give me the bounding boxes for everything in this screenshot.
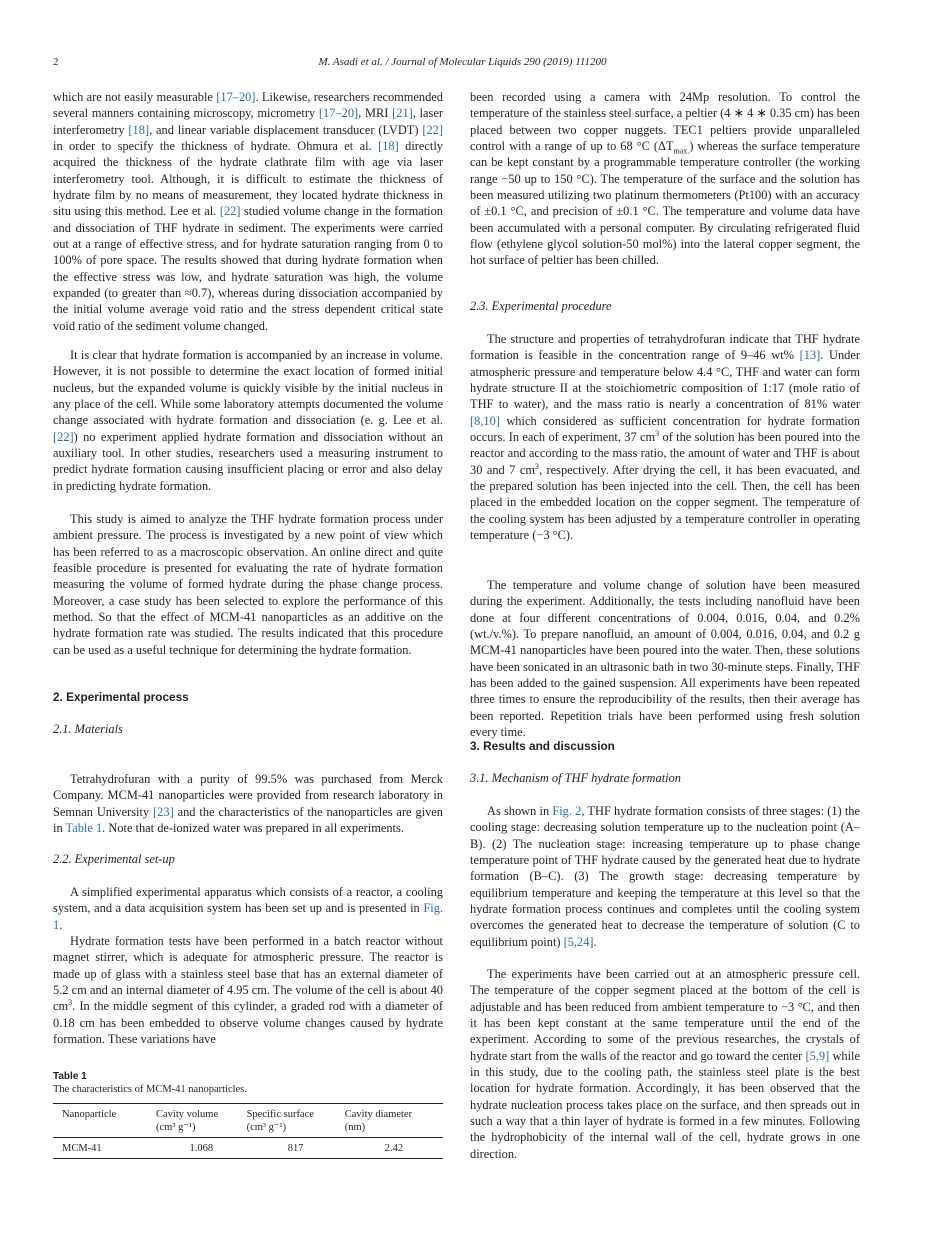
table <box>53 1103 443 1159</box>
text-run: , laser interferometry <box>53 106 443 137</box>
paragraph <box>53 884 443 933</box>
table-1 <box>53 1071 443 1159</box>
subsection-heading: 2.2. Experimental set-up <box>53 852 175 866</box>
subscript: max. <box>673 146 690 156</box>
column-header <box>53 1104 156 1138</box>
paragraph <box>470 966 860 1162</box>
citation-link[interactable]: [21] <box>392 106 413 121</box>
paragraph <box>53 347 443 494</box>
text-run: ) no experiment applied hydrate formation and dissociation without an auxiliary tool. In other studies, researchers used a measuring instrument to predict hydrate formation causing insufficient placing or error and also delay in predicting hydrate formation. <box>53 429 443 493</box>
text-run: studied volume change in the formation and dissociation of THF hydrate in sediment. The experiments were carried out at a range of effective stress, and for hydrate saturation ranging from 0 to 100% of pore space. The results showed that during hydrate formation when the effective stress was low, and hydrate saturation was high, the volume expanded (to greater than ≈0.7), whereas during dissociation accompanied by the initial volume average void ratio and the stress dependent critical state void ratio of the sediment volume changed. <box>53 204 444 333</box>
text-run: Hydrate formation tests have been performed in a batch reactor without magnet stirrer, which is adequate for atmospheric pressure. The reactor is made up of glass with a stainless steel base that has an external diameter of 5.2 cm and an internal diameter of 4.95 cm. The volume of the cell is about 40 cm <box>53 934 443 1014</box>
table-cell: 2.42 <box>384 1143 404 1154</box>
text-run: in order to specify the thickness of hydrate. Ohmura et al. <box>53 139 379 154</box>
header-line: (cm³ g⁻¹) <box>156 1122 196 1133</box>
text-run: . In the middle segment of this cylinder, a graded rod with a diameter of 0.18 cm has been embedded to observe volume changes caused by hydrate formation. These variations have <box>53 999 443 1047</box>
table-cell: 817 <box>287 1143 304 1154</box>
citation-link[interactable]: [17–20] <box>318 106 359 121</box>
table-row <box>53 1138 443 1159</box>
text-run: . <box>593 934 597 949</box>
text-run: , respectively. After drying the cell, it has been evacuated, and the prepared solution has been injected into the cell. Then, the cell has been placed in the embedded location on the copper segment. The temperature of the cooling system has been adjusted by a temperature controller in operating temperature (−3 °C). <box>470 462 860 543</box>
text-run: , and linear variable displacement transducer (LVDT) <box>149 122 423 137</box>
paragraph <box>470 331 860 543</box>
text-run: This study is aimed to analyze the THF hydrate formation process under ambient pressure. The process is investigated by a new point of view which has been referred to as a macroscopic observation. An online direct and quite feasible procedure is presented for evaluating the rate of hydrate formation measuring the volume of formed hydrate during the phase change process. Moreover, a case study has been selected to explore the performance of this method. So that the effect of MCM-41 nanoparticles as an additive on the hydrate formation rate was studied. The results indicated that this procedure can be used as a useful technique for determining the hydrate formation. <box>53 512 443 657</box>
text-run: , MRI <box>358 106 393 121</box>
citation-link[interactable]: [5,24] <box>563 934 594 949</box>
section-heading: 2. Experimental process <box>53 690 189 704</box>
text-run: directly acquired the thickness of the hydrate clathrate film with age via laser interferometry tool. Although, it is difficult to estimate the thickness of hydrate film by no means of measurement, they located hydrate thickness in situ using this method. Lee et al. <box>53 139 443 219</box>
column-header <box>156 1104 247 1138</box>
text-run: . Under atmospheric pressure and temperature below 4.4 °C, THF and water can form hydrate structure II at the stoichiometric composition of 1:17 (mole ratio of THF to water), and the mass ratio is nearly a concentration of 81% water <box>470 348 860 412</box>
superscript: 3 <box>68 998 73 1008</box>
citation-link[interactable]: [22] <box>422 122 443 137</box>
citation-link[interactable]: Fig. 1 <box>53 901 443 932</box>
table-title: Table 1 <box>53 1071 87 1082</box>
citation-link[interactable]: [22] <box>53 429 74 444</box>
text-run: The temperature and volume change of solution have been measured during the experiment. Additionally, the tests including nanofluid have been done at four different concentrations of 0.004, 0.016, 0.04, and 0.2% (wt./v.%). To prepare nanofluid, an amount of 0.004, 0.016, 0.04, and 0.2 g MCM-41 nanoparticles have been poured into the water. Then, these solutions have been sonicated in an ultrasonic bath in two 30-minute steps. Finally, THF has been added to the gained suspension. All experiments have been repeated three times to ensure the reproducibility of the results, then their average has been reported. Repetition trials have been performed using fresh solution every time. <box>470 578 860 740</box>
text-run: . Note that de-ionized water was prepared in all experiments. <box>102 821 404 836</box>
citation-link[interactable]: Fig. 2 <box>552 804 582 818</box>
citation-link[interactable]: [22] <box>219 204 241 219</box>
citation-link[interactable]: [18] <box>128 122 150 137</box>
citation-link[interactable]: [5,9] <box>805 1048 830 1063</box>
citation-link[interactable]: [8,10] <box>470 413 500 428</box>
paragraph <box>53 89 443 334</box>
text-run: . <box>59 917 63 932</box>
paragraph <box>470 89 860 269</box>
citation-link[interactable]: [13] <box>799 348 821 363</box>
page-number: 2 <box>53 56 59 68</box>
text-run: The experiments have been carried out at an atmospheric pressure cell. The temperature of the copper segment placed at the bottom of the cell is adjustable and has been reduced from ambient temperature to −3 °C, and then it has been kept constant at the same temperature until the end of the experiment. According to some of the previous researches, the crystals of hydrate start from the walls of the reactor and go toward the center <box>470 967 860 1063</box>
subsection-heading: 3.1. Mechanism of THF hydrate formation <box>470 771 681 785</box>
text-run: A simplified experimental apparatus which consists of a reactor, a cooling system, and a data acquisition system has been set up and is presented in <box>53 885 443 916</box>
text-run: . Likewise, researchers recommended several manners containing microscopy, micrometry <box>53 90 444 121</box>
paragraph <box>53 933 443 1047</box>
text-run: while in this study, due to the cooling path, the stainless steel plate is the best location for hydrate formation. Accordingly, it has been observed that the hydrate nucleation process takes place on the surface, and then spreads out in such a way that a thin layer of hydrate is formed in a few minutes. Following the hydrophobicity of the internal wall of the cell, hydrate grows in one direction. <box>470 1048 860 1161</box>
header-line: Nanoparticle <box>62 1109 117 1120</box>
text-run: and the characteristics of the nanoparticles are given in <box>53 804 443 836</box>
table-caption: The characteristics of MCM-41 nanoparticles. <box>53 1084 247 1095</box>
text-run: Tetrahydrofuran with a purity of 99.5% was purchased from Merck Company. MCM-41 nanoparticles were provided from research laboratory in Semnan University <box>53 772 443 819</box>
header-line: (nm) <box>344 1122 366 1133</box>
table-cell: 1.068 <box>189 1143 214 1154</box>
text-run: It is clear that hydrate formation is accompanied by an increase in volume. However, it is not possible to determine the exact location of formed initial nucleus, but the expanded volume is quickly visible by the initial nucleus in any place of the cell. While some laboratory attempts documented the volume change associated with hydrate formation and dissociation (e. g. Lee et al. <box>53 348 443 428</box>
citation-link[interactable]: Table 1 <box>65 821 103 836</box>
text-run: , THF hydrate formation consists of three stages: (1) the cooling stage: decreasing solution temperature up to the nucleation point (A–B). (2) The nucleation stage: increasing temperature up to phase change temperature point of THF hydrate caused by the generated heat due to hydrate formation (B–C). (3) The growth stage: decreasing temperature by equilibrium temperature and keeping the temperature at this level so that the hydrate formation process continues and completes until the cooling system overcomes the generated heat to decrease the temperature of solution (C to equilibrium point) <box>470 804 861 949</box>
text-run: been recorded using a camera with 24Mp resolution. To control the temperature of the stainless steel surface, a peltier (4 ∗ 4 ∗ 0.35 cm) has been placed between two copper nuggets. TEC1 peltiers provide unparalleled control with a range of up to 68 °C (ΔT <box>470 90 860 154</box>
text-run: As shown in <box>487 804 553 818</box>
table-cell: MCM-41 <box>62 1143 102 1154</box>
text-run: ) whereas the surface temperature can be kept constant by a programmable temperature controller (the working range −50 up to 150 °C). The temperature of the surface and the solution has been measured utilizing two platinum thermometers (Pt100) with an accuracy of ±0.1 °C, and precision of ±0.1 °C. The temperature and volume data have been accumulated with a personal computer. By circulating refrigerated fluid flow (ethylene glycol solution-50 mol%) into the lateral copper segment, the hot surface of peltier has been chilled. <box>470 139 860 268</box>
paragraph <box>470 803 860 950</box>
header-line: Cavity diameter <box>344 1109 413 1120</box>
paragraph <box>53 771 443 836</box>
section-heading: 3. Results and discussion <box>470 739 615 753</box>
header-line: Cavity volume <box>156 1109 219 1120</box>
subsection-heading: 2.1. Materials <box>53 722 123 736</box>
text-run: of the solution has been poured into the reactor and according to the mass ratio, the amount of water and THF is about 30 and 7 cm <box>470 430 860 477</box>
header-line: (cm³ g⁻¹) <box>246 1122 287 1133</box>
text-run: The structure and properties of tetrahydrofuran indicate that THF hydrate formation is feasible in the concentration range of 9–46 wt% <box>470 332 860 363</box>
paragraph <box>470 577 860 740</box>
running-header: M. Asadi et al. / Journal of Molecular Liquids 290 (2019) 111200 <box>318 56 607 68</box>
citation-link[interactable]: [18] <box>378 139 399 154</box>
superscript: 3 <box>534 461 539 471</box>
text-run: which are not easily measurable <box>53 90 217 104</box>
header-line: Specific surface <box>246 1109 314 1120</box>
column-header <box>247 1104 345 1138</box>
column-header <box>345 1104 443 1138</box>
paragraph <box>53 511 443 658</box>
citation-link[interactable]: [23] <box>153 804 174 819</box>
text-run: which considered as sufficient concentration for hydrate formation occurs. In each of experiment, 37 cm <box>470 413 860 445</box>
superscript: 3 <box>655 428 660 438</box>
subsection-heading: 2.3. Experimental procedure <box>470 299 612 313</box>
citation-link[interactable]: [17–20] <box>216 90 256 104</box>
